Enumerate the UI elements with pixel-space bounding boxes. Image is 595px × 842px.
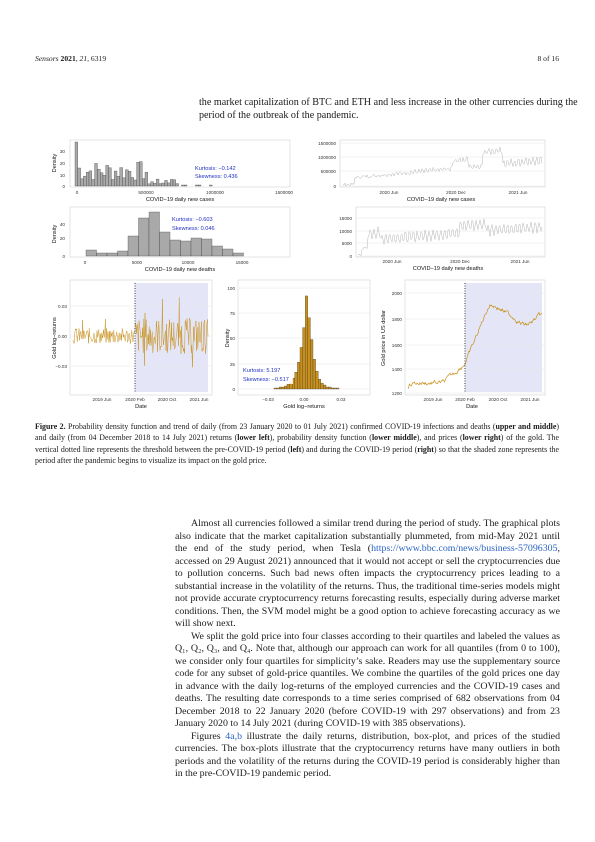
histogram-bar: [198, 185, 201, 186]
paragraph: Figures 4a,b illustrate the daily returns, distribution, box-plot, and prices of the studied currencies. The box-plots illustrate that the cryptocurrency returns have many outliers in both periods and the volatility of the returns during the COVID-19 period is considerably higher than in the pre-COVID-19 pandemic period.: [175, 730, 561, 779]
svg-text:1000000: 1000000: [318, 155, 336, 160]
histogram-bar: [233, 253, 244, 256]
svg-text:10000: 10000: [181, 260, 195, 265]
svg-text:15000: 15000: [339, 216, 352, 221]
svg-text:40: 40: [59, 222, 65, 227]
panel-gold-density: [225, 280, 370, 410]
svg-text:Kurtosis: 5.197: Kurtosis: 5.197: [243, 368, 281, 374]
svg-text:Date: Date: [466, 404, 478, 410]
svg-text:0.03: 0.03: [58, 304, 67, 309]
histogram-bar: [279, 387, 282, 389]
histogram-bar: [336, 388, 339, 389]
svg-text:50: 50: [229, 336, 235, 341]
svg-text:2000: 2000: [391, 291, 402, 296]
histogram-bar: [195, 185, 198, 186]
svg-text:2020 Jun: 2020 Jun: [382, 259, 402, 264]
intro-paragraph: the market capitalization of BTC and ETH and less increase in the other currencies during the period of the outbreak of the pandemic.: [199, 97, 578, 122]
histogram-bar: [159, 184, 162, 186]
svg-text:5000: 5000: [131, 260, 143, 265]
svg-text:0.00: 0.00: [58, 334, 67, 339]
histogram-bar: [326, 387, 329, 389]
histogram-bar: [209, 185, 212, 186]
svg-text:0: 0: [62, 184, 65, 189]
svg-text:2021 Jun: 2021 Jun: [189, 397, 209, 402]
svg-text:0: 0: [75, 190, 79, 195]
paragraph: We split the gold price into four classes according to their quartiles and labeled the values as Q₁, Q₂, Q₃, and Q₄. Note that, although our approach can work for all quantiles (from 0 to 100), we consider only four quartiles for simplicity’s sake. Readers may use the supplementary source code for any subset of gold-price quantiles. We combine the quartiles of the gold prices one day in advance with the daily log-returns of the employed currencies and the COVID-19 cases and deaths. The resulting date corresponds to a time series comprised of 682 observations from 04 December 2018 to 22 January 2020 (before COVID-19 with 297 observations) and from 23 January 2020 to 14 July 2021 (during COVID-19 with 385 observations).: [175, 630, 560, 729]
svg-text:1500000: 1500000: [318, 141, 336, 146]
panel-hist-deaths: [52, 207, 290, 273]
histogram-bar: [165, 180, 168, 186]
svg-text:30: 30: [59, 149, 65, 154]
svg-text:1200: 1200: [391, 391, 402, 396]
histogram-bar: [83, 176, 86, 186]
histogram-bar: [184, 185, 187, 186]
histogram-bar: [100, 173, 103, 186]
svg-text:−0.03: −0.03: [262, 397, 274, 402]
figure-caption: Figure 2. Probability density function and trend of daily (from 23 January 2020 to 01 July 2021) confirmed COVID-19 infections and deaths (upper and middle) and daily (from 04 December 2018 to 14 July 2021) returns (lower left), probability density function (lower middle), and prices (lower right) of the gold. The vertical dotted line represents the threshold between the pre-COVID-19 period (left) and during the COVID-19 period (right) so that the shaded zone represents the period after the pandemic begins to visualize its impact on the gold price.: [35, 422, 560, 466]
histogram-bar: [97, 253, 108, 256]
histogram-bar: [111, 179, 114, 186]
histogram-bar: [297, 362, 300, 389]
histogram-bar: [97, 169, 100, 186]
svg-text:COVID−19 daily new cases: COVID−19 daily new cases: [145, 197, 215, 203]
histogram-bar: [75, 142, 78, 186]
histogram-bar: [125, 170, 128, 186]
svg-text:Skewness: 0.046: Skewness: 0.046: [172, 226, 215, 232]
svg-text:COVID−19 daily new cases: COVID−19 daily new cases: [406, 197, 476, 203]
histogram-bar: [181, 241, 192, 256]
histogram-bar: [131, 177, 134, 186]
svg-text:Density: Density: [225, 328, 231, 348]
histogram-bar: [162, 183, 165, 186]
histogram-bar: [305, 296, 308, 389]
svg-text:500000: 500000: [138, 190, 154, 195]
histogram-bar: [310, 340, 313, 390]
panel-gold-price: [381, 280, 545, 410]
histogram-bar: [156, 179, 159, 186]
histogram-bar: [92, 179, 95, 186]
histogram-bar: [170, 240, 181, 256]
histogram-bar: [295, 372, 298, 389]
histogram-bar: [139, 162, 142, 186]
histogram-bar: [334, 388, 337, 389]
histogram-bar: [149, 212, 160, 256]
histogram-bar: [284, 386, 287, 389]
histogram-bar: [313, 359, 316, 389]
histogram-bar: [78, 168, 81, 186]
svg-text:0: 0: [333, 184, 336, 189]
histogram-bar: [128, 171, 131, 186]
svg-text:0: 0: [232, 387, 235, 392]
svg-text:COVID−19 daily new deaths: COVID−19 daily new deaths: [144, 267, 216, 273]
svg-text:Gold log−returns: Gold log−returns: [52, 317, 58, 359]
histogram-bar: [151, 182, 154, 186]
svg-text:2020 Feb: 2020 Feb: [125, 397, 145, 402]
histogram-bar: [303, 328, 306, 389]
histogram-bar: [318, 379, 321, 389]
histogram-bar: [118, 251, 129, 256]
histogram-bar: [316, 371, 319, 389]
histogram-bar: [103, 175, 106, 186]
figure-2: [0, 0, 595, 420]
histogram-bar: [148, 184, 151, 186]
svg-text:2021 Jun: 2021 Jun: [520, 397, 540, 402]
svg-text:1400: 1400: [391, 367, 402, 372]
svg-text:Date: Date: [135, 404, 147, 410]
svg-text:0: 0: [83, 260, 87, 265]
svg-text:0: 0: [62, 254, 65, 259]
histogram-bar: [134, 180, 137, 186]
svg-text:20: 20: [59, 161, 65, 166]
svg-text:5000: 5000: [341, 241, 352, 246]
running-header-journal: Sensors 2021, 21, 6319: [35, 54, 107, 63]
svg-text:Kurtosis: −0.603: Kurtosis: −0.603: [172, 217, 213, 223]
svg-text:2020 Dec: 2020 Dec: [450, 259, 470, 264]
histogram-bar: [167, 183, 170, 186]
histogram-bar: [176, 184, 179, 186]
svg-text:100: 100: [227, 286, 235, 291]
histogram-bar: [120, 168, 123, 186]
svg-text:Density: Density: [52, 224, 58, 244]
svg-text:0: 0: [349, 254, 352, 259]
histogram-bar: [139, 218, 150, 256]
tesla-news-link[interactable]: https://www.bbc.com/news/business-57096305: [371, 543, 558, 554]
panel-trend-cases: [318, 140, 545, 203]
histogram-bar: [282, 387, 285, 389]
svg-text:Skewness: −0.517: Skewness: −0.517: [243, 377, 289, 383]
histogram-bar: [321, 383, 324, 389]
histogram-bar: [329, 387, 332, 389]
svg-text:20: 20: [59, 236, 65, 241]
svg-text:Kurtosis: −0.142: Kurtosis: −0.142: [195, 166, 236, 172]
panel-trend-deaths: [339, 207, 545, 272]
histogram-bar: [274, 388, 277, 389]
svg-text:2020 Dec: 2020 Dec: [446, 190, 466, 195]
svg-text:1500000: 1500000: [275, 190, 293, 195]
svg-text:2019 Jun: 2019 Jun: [92, 397, 112, 402]
histogram-bar: [181, 185, 184, 186]
histogram-bar: [212, 246, 223, 256]
svg-text:Skewness: 0.436: Skewness: 0.436: [195, 174, 238, 180]
svg-text:2021 Jun: 2021 Jun: [510, 259, 530, 264]
histogram-bar: [277, 388, 280, 389]
paragraph: Almost all currencies followed a similar trend during the period of study. The graphical plots also indicate that the market capitalization substantially plummeted, from mid-May 2021 until the end of the study period, when Tesla (https://www.bbc.com/news/business-57096305, accessed on 29 August 2021) announced that it would not accept or sell the cryptocurrencies due to pollution concerns. Such bad news often impacts the cryptocurrency prices leading to a substantial increase in the volatility of the returns. Thus, the traditional time-series models might not provide accurate cryptocurrency returns forecasting results, especially during adverse market conditions. Then, the SVM model might be a good option to achieve forecasting accuracy as we will show next.: [175, 518, 560, 629]
svg-text:10000: 10000: [339, 229, 352, 234]
svg-text:10: 10: [59, 173, 65, 178]
histogram-bar: [223, 249, 234, 256]
histogram-bar: [117, 176, 120, 186]
histogram-bar: [86, 172, 89, 186]
svg-text:1800: 1800: [391, 317, 402, 322]
page-number: 8 of 16: [537, 54, 559, 63]
histogram-bar: [109, 168, 112, 186]
histogram-bar: [142, 179, 145, 186]
svg-text:2020 Oct: 2020 Oct: [488, 397, 508, 402]
svg-text:0.03: 0.03: [336, 397, 346, 402]
histogram-bar: [107, 253, 118, 256]
svg-text:Density: Density: [52, 153, 58, 173]
panel-gold-returns: [52, 280, 212, 410]
svg-text:2021 Jun: 2021 Jun: [508, 190, 528, 195]
svg-text:0.00: 0.00: [299, 397, 309, 402]
panel-hist-cases: [52, 140, 293, 203]
histogram-bar: [89, 171, 92, 186]
svg-text:15000: 15000: [235, 260, 249, 265]
svg-text:2020 Feb: 2020 Feb: [455, 397, 475, 402]
histogram-bar: [114, 171, 117, 186]
svg-text:75: 75: [229, 311, 235, 316]
svg-text:−0.03: −0.03: [55, 364, 67, 369]
svg-text:2019 Jun: 2019 Jun: [423, 397, 443, 402]
histogram-bar: [153, 183, 156, 186]
histogram-bar: [308, 318, 311, 389]
svg-text:COVID−19 daily new deaths: COVID−19 daily new deaths: [412, 266, 484, 272]
svg-text:25: 25: [229, 362, 235, 367]
histogram-bar: [145, 172, 148, 186]
svg-text:1600: 1600: [391, 343, 402, 348]
histogram-bar: [323, 385, 326, 389]
histogram-bar: [287, 384, 290, 389]
histogram-bar: [95, 163, 98, 186]
histogram-bar: [123, 178, 126, 186]
svg-text:2020 Jun: 2020 Jun: [379, 190, 399, 195]
svg-text:500000: 500000: [320, 169, 336, 174]
histogram-bar: [128, 236, 139, 256]
histogram-bar: [331, 388, 334, 389]
histogram-bar: [81, 179, 84, 186]
svg-text:Gold log−returns: Gold log−returns: [283, 404, 325, 410]
svg-text:2020 Oct: 2020 Oct: [157, 397, 177, 402]
histogram-bar: [202, 239, 213, 256]
histogram-bar: [160, 232, 171, 256]
histogram-bar: [137, 162, 140, 186]
histogram-bar: [191, 238, 202, 256]
svg-text:1000000: 1000000: [206, 190, 224, 195]
histogram-bar: [300, 347, 303, 389]
histogram-bar: [86, 250, 97, 256]
body-text: [175, 518, 560, 781]
histogram-bar: [106, 165, 109, 186]
histogram-bar: [173, 180, 176, 186]
histogram-bar: [170, 179, 173, 186]
figure-4-link[interactable]: 4a,b: [225, 730, 243, 742]
svg-text:Gold price in US dollar: Gold price in US dollar: [381, 310, 387, 366]
